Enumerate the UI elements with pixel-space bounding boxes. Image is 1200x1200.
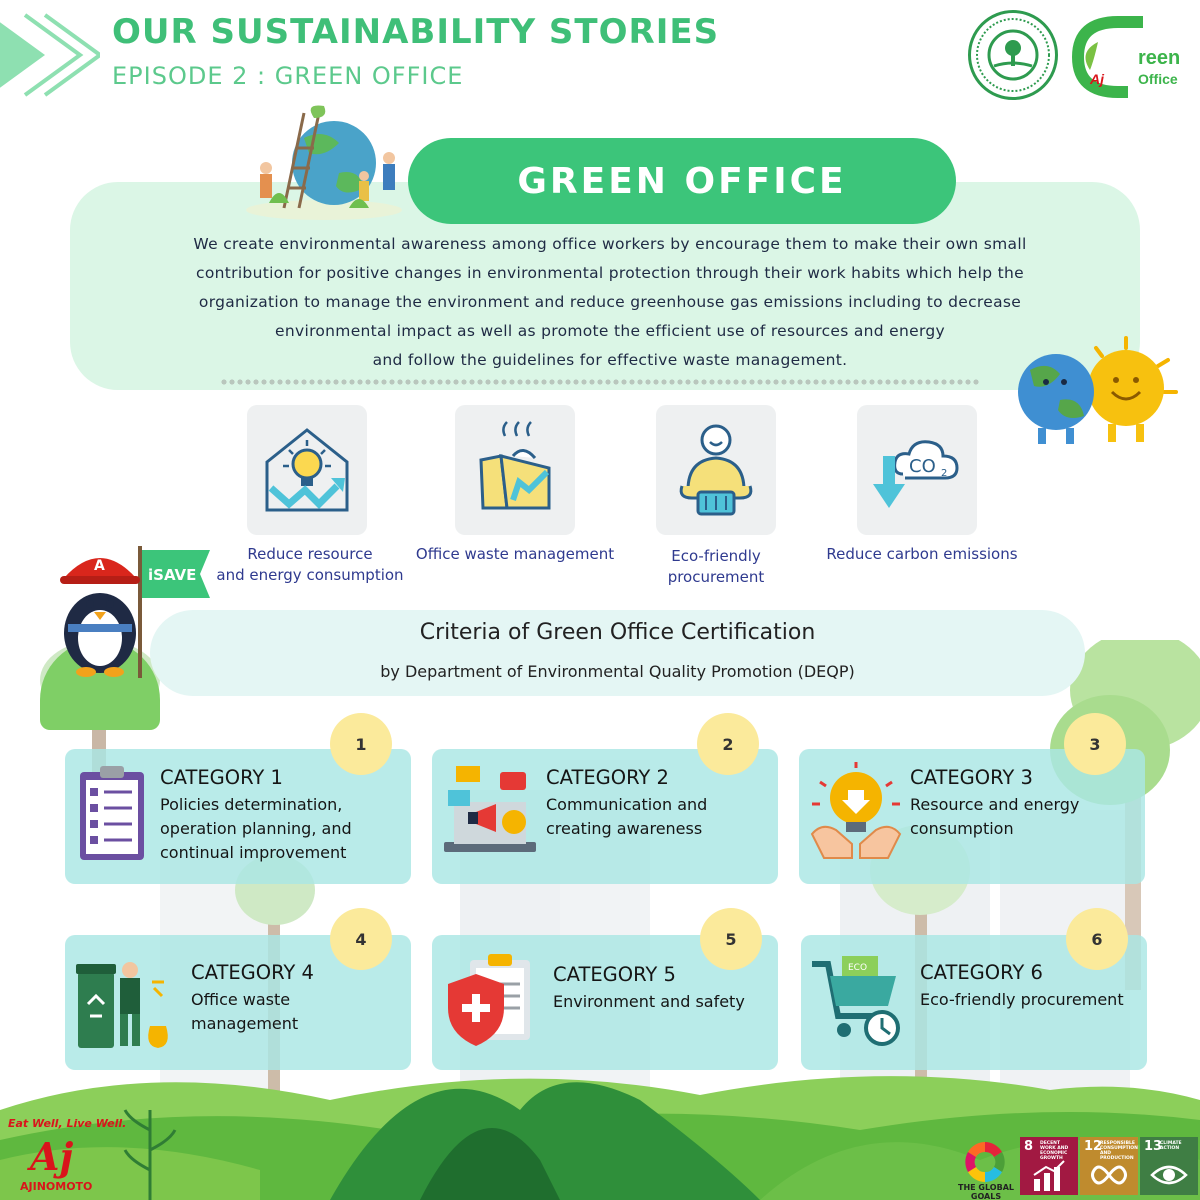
category-number-badge: 1 <box>330 713 392 775</box>
category-title: CATEGORY 4 <box>191 961 314 984</box>
dotted-divider <box>220 379 980 385</box>
category-description: Policies determination, operation planning, and continual improvement <box>160 795 352 862</box>
category-description: Resource and energy consumption <box>910 795 1080 838</box>
category-description: Office waste management <box>191 990 299 1033</box>
category-number-badge: 2 <box>697 713 759 775</box>
svg-text:Aj: Aj <box>30 1134 74 1179</box>
deqp-seal-logo <box>968 10 1058 100</box>
earth-gardening-illustration <box>244 98 404 222</box>
eco-procurement-tile <box>656 405 776 535</box>
svg-text:ECO: ECO <box>848 963 868 973</box>
svg-text:CO: CO <box>909 456 936 477</box>
category-title: CATEGORY 2 <box>546 766 669 789</box>
category-number-badge: 4 <box>330 908 392 970</box>
house-lightbulb-icon <box>253 416 361 524</box>
goal-label-office-waste: Office waste management <box>415 545 615 563</box>
category-title: CATEGORY 3 <box>910 766 1033 789</box>
category-title: CATEGORY 5 <box>553 963 676 986</box>
checklist-clipboard-icon <box>70 762 170 862</box>
global-goals-label: THE GLOBAL GOALS <box>958 1183 1014 1200</box>
green-office-logo <box>1068 12 1188 100</box>
infinity-icon <box>1090 1163 1128 1187</box>
category-description: Environment and safety <box>553 992 745 1011</box>
goal-label-reduce-resource: Reduce resource and energy consumption <box>216 545 404 584</box>
sdg-13-badge: 13 CLIMATE ACTION <box>1140 1137 1198 1195</box>
svg-text:Office: Office <box>1138 71 1178 87</box>
criteria-subtitle: by Department of Environmental Quality Promotion (DEQP) <box>380 662 855 681</box>
category-description: Eco-friendly procurement <box>920 990 1124 1009</box>
svg-text:Aj: Aj <box>1090 71 1104 87</box>
eco-cart-icon <box>808 950 908 1050</box>
park-scenery-background <box>0 640 1200 1200</box>
episode-subtitle: EPISODE 2 : GREEN OFFICE <box>112 62 464 90</box>
svg-text:iSAVE: iSAVE <box>148 566 197 584</box>
reduce-resource-tile <box>247 405 367 535</box>
svg-text:reen: reen <box>1138 47 1181 69</box>
earth-sun-mascots-illustration <box>1008 330 1183 448</box>
growth-chart-icon <box>1032 1159 1066 1191</box>
goal-label-eco-procurement: Eco-friendly procurement <box>667 547 765 586</box>
goal-label-reduce-carbon: Reduce carbon emissions <box>826 545 1018 563</box>
hands-lightbulb-icon <box>806 760 906 860</box>
category-title: CATEGORY 6 <box>920 961 1043 984</box>
office-waste-tile <box>455 405 575 535</box>
category-title: CATEGORY 1 <box>160 766 283 789</box>
waste-box-icon <box>461 416 569 524</box>
criteria-title: Criteria of Green Office Certification <box>419 620 816 645</box>
svg-text:2: 2 <box>941 468 948 479</box>
recycling-bins-icon <box>74 952 174 1052</box>
category-number-badge: 6 <box>1066 908 1128 970</box>
chevron-decoration-icon <box>0 10 100 100</box>
eye-globe-icon <box>1150 1163 1188 1187</box>
ajinomoto-slogan: Eat Well, Live Well. <box>8 1117 127 1130</box>
ajinomoto-brand-name: AJINOMOTO <box>20 1180 93 1193</box>
category-number-badge: 3 <box>1064 713 1126 775</box>
green-office-heading: GREEN OFFICE <box>408 138 956 224</box>
sdg-8-badge: 8 DECENT WORK AND ECONOMIC GROWTH <box>1020 1137 1078 1195</box>
ajinomoto-logo <box>24 1130 94 1180</box>
svg-text:A: A <box>94 558 105 574</box>
co2-cloud-icon <box>863 416 971 524</box>
category-description: Communication and creating awareness <box>546 795 708 838</box>
green-office-description: We create environmental awareness among office workers by encourage them to make their own small contribution for positive changes in environmental protection through their work habits which help the organization to manage the environment and reduce greenhouse gas emissions including to decrease environmental impact as well as promote the efficient use of resources and energy and follow the guidelines for effective waste management. <box>193 235 1027 369</box>
shopping-basket-icon <box>662 416 770 524</box>
safety-shield-icon <box>440 950 540 1050</box>
laptop-communication-icon <box>440 762 540 862</box>
reduce-carbon-tile <box>857 405 977 535</box>
sdg-12-badge: 12 RESPONSIBLE CONSUMPTION AND PRODUCTION <box>1080 1137 1138 1195</box>
episode-title: OUR SUSTAINABILITY STORIES <box>112 12 720 52</box>
category-number-badge: 5 <box>700 908 762 970</box>
